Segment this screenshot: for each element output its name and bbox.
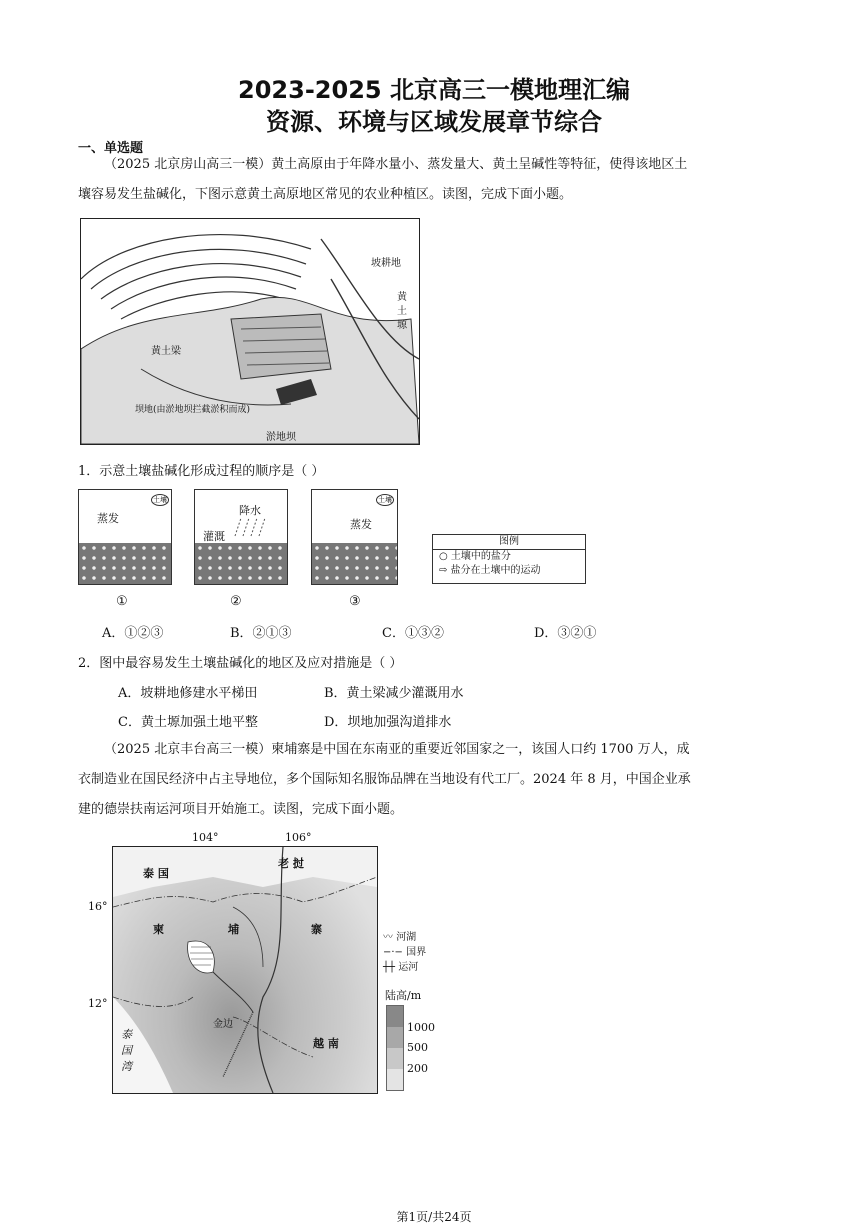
label-check-dam: 淤地坝 <box>266 432 296 443</box>
loess-plateau-figure <box>80 218 420 445</box>
box-number-3: ③ <box>349 594 361 609</box>
intro-paragraph-1 <box>78 150 798 210</box>
box-number-1: ① <box>116 594 128 609</box>
para-line: （2025 北京房山高三一模）黄土高原由于年降水量小、蒸发量大、黄土呈碱性等特征，使得该地区土 <box>104 157 688 172</box>
q2-option-d[interactable]: D．坝地加强沟道排水 <box>324 715 452 730</box>
para-line: 衣制造业在国民经济中占主导地位，多个国际知名服饰品牌在当地设有代工厂。2024 年 8 月，中国企业承 <box>78 772 691 787</box>
legend-canal <box>383 958 426 973</box>
q1-option-b[interactable]: B．②①③ <box>230 626 292 641</box>
label-thailand: 泰 国 <box>143 867 169 880</box>
legend-border <box>383 943 426 958</box>
soil-layer <box>312 543 397 584</box>
q1-option-a[interactable]: A．①②③ <box>102 626 164 641</box>
soil-tag: 土壤 <box>153 496 167 504</box>
question-2: 2．图中最容易发生土壤盐碱化的地区及应对措施是（ ） <box>78 656 403 671</box>
process-box-2 <box>194 489 288 585</box>
latitude-16: 16° <box>88 900 108 913</box>
soil-layer <box>195 543 287 584</box>
box-number-2: ② <box>230 594 242 609</box>
elevation-legend-title: 陆高/m <box>385 989 422 1002</box>
arrow-icon: ⇨ <box>439 565 451 576</box>
label-laos: 老 挝 <box>278 857 304 870</box>
para-line: （2025 北京丰台高三一模）柬埔寨是中国在东南亚的重要近邻国家之一，该国人口约 1700 万人，成 <box>104 742 690 757</box>
map-features <box>113 847 377 1093</box>
elevation-scale <box>386 1005 404 1091</box>
cambodia-map <box>112 846 378 1094</box>
process-box-1 <box>78 489 172 585</box>
map-legend <box>383 928 426 973</box>
q2-option-b[interactable]: B．黄土梁减少灌溉用水 <box>324 686 464 701</box>
soil-tag: 土壤 <box>378 496 392 504</box>
intro-paragraph-2 <box>78 735 798 825</box>
doc-subtitle: 资源、环境与区域发展章节综合 <box>266 108 602 136</box>
evaporation-label: 蒸发 <box>350 518 372 531</box>
process-legend <box>432 534 586 584</box>
para-line: 壤容易发生盐碱化，下图示意黄土高原地区常见的农业种植区。读图，完成下面小题。 <box>78 187 573 202</box>
q2-option-a[interactable]: A．坡耕地修建水平梯田 <box>118 686 258 701</box>
elevation-200: 200 <box>407 1062 428 1075</box>
q1-option-c[interactable]: C．①③② <box>382 626 444 641</box>
river-icon: 〰 <box>383 932 397 943</box>
q1-option-d[interactable]: D．③②① <box>534 626 597 641</box>
page-footer: 第1页/共24页 <box>396 1210 472 1224</box>
q2-option-c[interactable]: C．黄土塬加强土地平整 <box>118 715 258 730</box>
rain-label: 降水 <box>239 504 261 517</box>
label-loess-liang: 黄土梁 <box>151 346 181 357</box>
legend-river-text: 河湖 <box>396 932 417 943</box>
legend-move-text: 盐分在土壤中的运动 <box>450 565 541 576</box>
process-box-3 <box>311 489 398 585</box>
label-phnom-penh: 金边 <box>213 1019 233 1030</box>
legend-title: 图例 <box>433 535 585 550</box>
label-cambodia-1: 柬 <box>153 923 164 936</box>
irrigation-label: 灌溉 <box>203 530 225 543</box>
label-dam-land: 坝地(由淤地坝拦截淤积而成) <box>135 405 251 415</box>
border-icon: −·− <box>383 947 407 958</box>
longitude-104: 104° <box>192 831 219 844</box>
legend-salt <box>433 550 585 564</box>
latitude-12: 12° <box>88 997 108 1010</box>
legend-canal-text: 运河 <box>398 962 419 973</box>
label-cambodia-3: 寨 <box>311 923 322 936</box>
legend-river <box>383 928 426 943</box>
legend-salt-text: 土壤中的盐分 <box>450 551 511 562</box>
legend-move <box>433 564 585 578</box>
elevation-1000: 1000 <box>407 1021 435 1034</box>
legend-border-text: 国界 <box>406 947 427 958</box>
salt-dot-icon: ○ <box>439 551 451 562</box>
label-slope-farmland: 坡耕地 <box>371 258 401 269</box>
soil-layer <box>79 543 171 584</box>
question-1: 1．示意土壤盐碱化形成过程的顺序是（ ） <box>78 464 325 479</box>
para-line: 建的德崇扶南运河项目开始施工。读图，完成下面小题。 <box>78 802 404 817</box>
rain-icon <box>225 516 275 538</box>
longitude-106: 106° <box>285 831 312 844</box>
doc-title: 2023-2025 北京高三一模地理汇编 <box>238 76 630 104</box>
elevation-500: 500 <box>407 1041 428 1054</box>
label-cambodia-2: 埔 <box>228 923 239 936</box>
label-gulf-of-thailand: 泰国湾 <box>121 1028 132 1073</box>
evaporation-label: 蒸发 <box>97 512 119 525</box>
canal-icon: ┼┼ <box>383 962 399 973</box>
section-heading: 一、单选题 <box>78 141 144 156</box>
label-vietnam: 越 南 <box>313 1037 339 1050</box>
label-loess-yuan: 黄土塬 <box>397 292 407 331</box>
